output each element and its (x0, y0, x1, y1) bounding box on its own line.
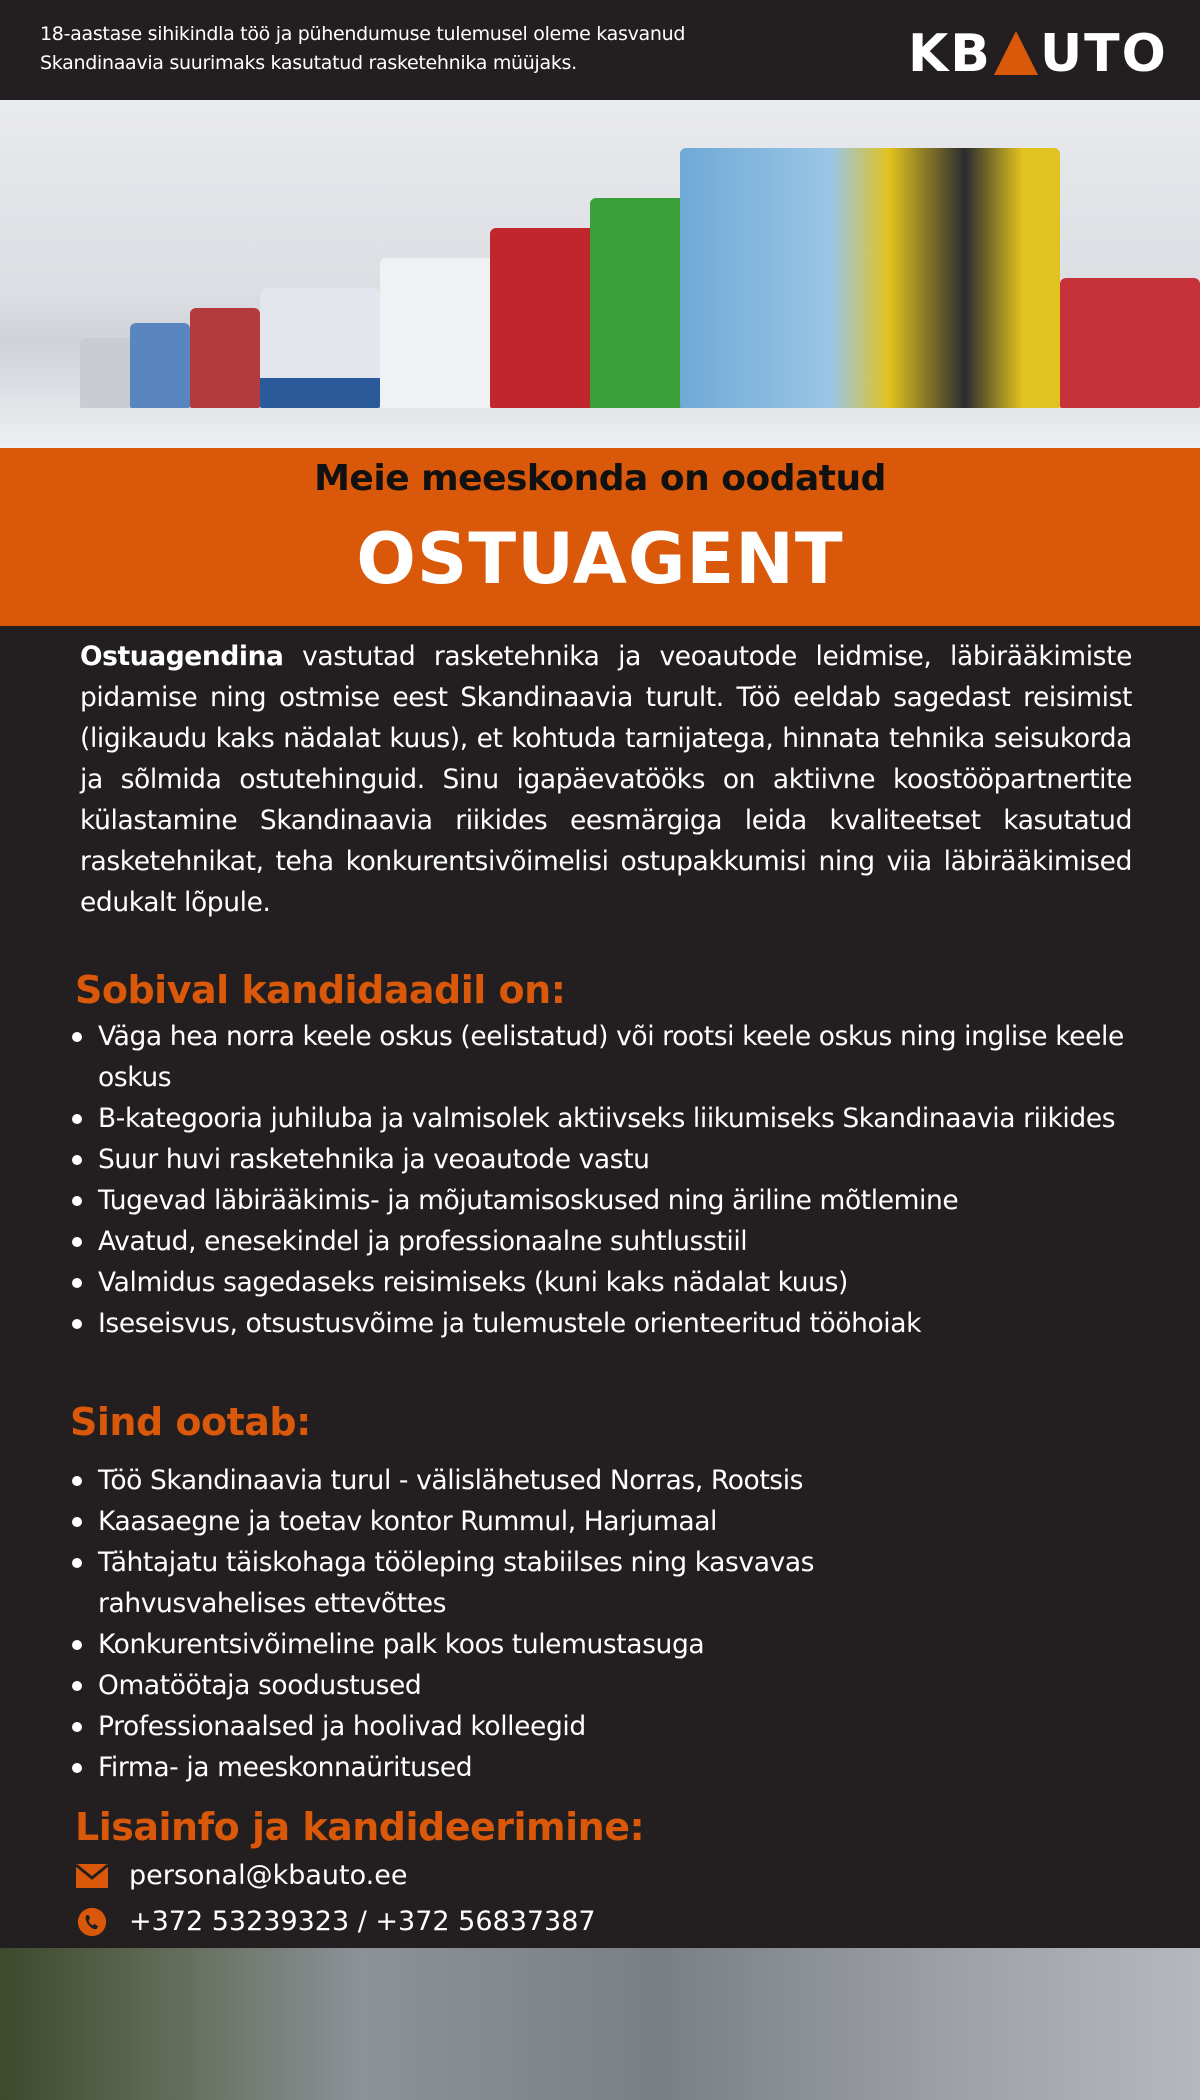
job-title: OSTUAGENT (356, 518, 844, 600)
header (0, 0, 1200, 100)
title-banner (0, 448, 1200, 626)
email-link[interactable]: personal@kbauto.ee (129, 1860, 408, 1891)
list-item: Tähtajatu täiskohaga tööleping stabiilses ning kasvavas rahvusvahelises ettevõttes (68, 1542, 968, 1624)
requirements-heading: Sobival kandidaadil on: (75, 968, 566, 1012)
intro-bold: Ostuagendina (80, 641, 284, 672)
intro-text: vastutad rasketehnika ja veoautode leidmise, läbirääkimiste pidamise ning ostmise eest Skandinaavia turult. Töö eeldab sagedast reisimist (ligikaudu kaks nädalat kuus), et kohtuda tarnijatega, hinnata tehnika seisukorda ja sõlmida ostutehinguid. Sinu igapäevatööks on aktiivne koostööpartnertite külastamine Skandinaavia riikides eesmärgiga leida kvaliteetset kasutatud rasketehnikat, teha konkurentsivõimelisi ostupakkumisi ning viia läbirääkimised edukalt lõpule. (80, 641, 1132, 918)
list-item: B-kategooria juhiluba ja valmisolek aktiivseks liikumiseks Skandinaavia riikides (68, 1098, 1148, 1139)
tagline-line: Skandinaavia suurimaks kasutatud rasketehnika müüjaks. (40, 52, 577, 74)
phone-icon (75, 1907, 109, 1937)
contact-heading: Lisainfo ja kandideerimine: (75, 1805, 645, 1849)
trucks-in-snow-photo (0, 100, 1200, 448)
list-item: Professionaalsed ja hoolivad kolleegid (68, 1706, 968, 1747)
list-item: Väga hea norra keele oskus (eelistatud) või rootsi keele oskus ning inglise keele oskus (68, 1016, 1148, 1098)
offer-heading: Sind ootab: (70, 1400, 311, 1444)
kbauto-logo: KB UTO (908, 24, 1168, 84)
tagline-line: 18-aastase sihikindla töö ja pühendumuse tulemusel oleme kasvanud (40, 23, 686, 45)
offer-list (68, 1460, 968, 1788)
aerial-yard-photo (0, 1948, 1200, 2100)
list-item: Tugevad läbirääkimis- ja mõjutamisoskused ning äriline mõtlemine (68, 1180, 1148, 1221)
phone-numbers[interactable]: +372 53239323 / +372 56837387 (129, 1906, 596, 1937)
requirements-list (68, 1016, 1148, 1344)
list-item: Konkurentsivõimeline palk koos tulemustasuga (68, 1624, 968, 1665)
phone-row (75, 1906, 596, 1937)
list-item: Avatud, enesekindel ja professionaalne suhtlusstiil (68, 1221, 1148, 1262)
envelope-icon (75, 1861, 109, 1891)
email-row (75, 1860, 407, 1891)
list-item: Iseseisvus, otsustusvõime ja tulemustele orienteeritud tööhoiak (68, 1303, 1148, 1344)
list-item: Suur huvi rasketehnika ja veoautode vastu (68, 1139, 1148, 1180)
intro-paragraph (80, 636, 1132, 923)
tagline (40, 20, 900, 78)
banner-subtitle: Meie meeskonda on oodatud (314, 458, 886, 499)
list-item: Valmidus sagedaseks reisimiseks (kuni kaks nädalat kuus) (68, 1262, 1148, 1303)
list-item: Firma- ja meeskonnaüritused (68, 1747, 968, 1788)
list-item: Töö Skandinaavia turul - välislähetused Norras, Rootsis (68, 1460, 968, 1501)
list-item: Omatöötaja soodustused (68, 1665, 968, 1706)
list-item: Kaasaegne ja toetav kontor Rummul, Harjumaal (68, 1501, 968, 1542)
